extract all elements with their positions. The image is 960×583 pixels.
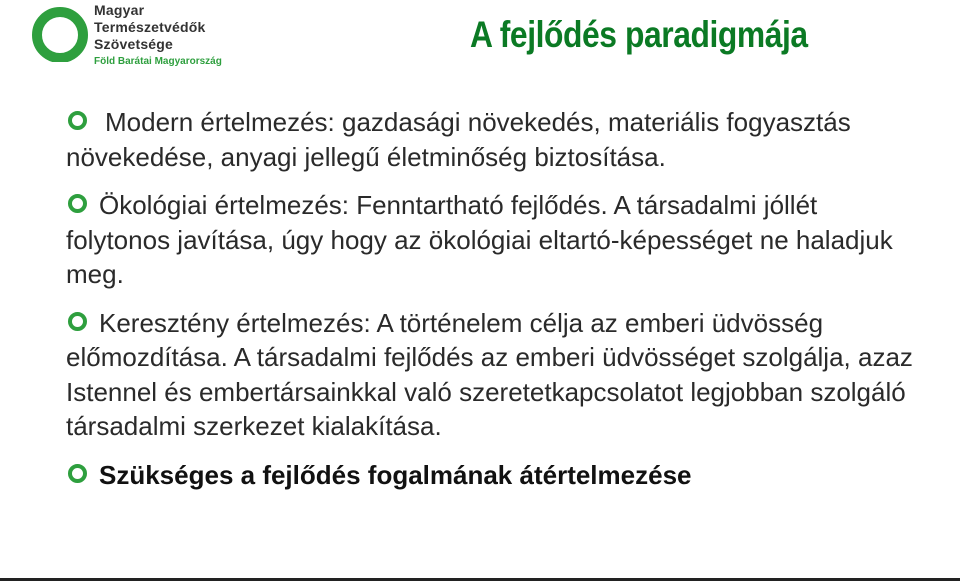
logo-line-3: Szövetsége bbox=[94, 36, 174, 52]
logo bbox=[30, 2, 290, 74]
bullet-paragraph-christian bbox=[66, 306, 926, 444]
logo-line-2: Természetvédők bbox=[94, 19, 206, 35]
bullet-text: Szükséges a fejlődés fogalmának átértelmezése bbox=[99, 459, 692, 490]
logo-text bbox=[94, 2, 222, 69]
ring-bullet-icon bbox=[68, 312, 87, 331]
bullet-paragraph-ecological bbox=[66, 188, 926, 292]
bullet-paragraph-modern bbox=[66, 105, 926, 174]
ring-logo-icon bbox=[30, 2, 90, 62]
logo-line-1: Magyar bbox=[94, 2, 145, 18]
bullet-list bbox=[66, 105, 926, 506]
bullet-paragraph-conclusion bbox=[66, 458, 926, 493]
ring-bullet-icon bbox=[68, 464, 87, 483]
bottom-divider bbox=[0, 578, 960, 581]
slide-title: A fejlődés paradigmája bbox=[470, 14, 808, 55]
ring-bullet-icon bbox=[68, 111, 87, 130]
logo-subline: Föld Barátai Magyarország bbox=[94, 56, 222, 67]
ring-bullet-icon bbox=[68, 194, 87, 213]
bullet-text: Modern értelmezés: gazdasági növekedés, materiális fogyasztás növekedése, anyagi jellegű életminőség biztosítása. bbox=[66, 107, 851, 172]
bullet-text: Keresztény értelmezés: A történelem célja az emberi üdvösség előmozdítása. A társadalmi fejlődés az emberi üdvösséget szolgálja, azaz Istennel és embertársainkkal való szeretetkapcsolatot legjobban szolgáló társadalmi szerkezet kialakítása. bbox=[66, 307, 913, 441]
bullet-text: Ökológiai értelmezés: Fenntartható fejlődés. A társadalmi jóllét folytonos javítása, úgy hogy az ökológiai eltartó-képességet ne haladjuk meg. bbox=[66, 190, 893, 289]
